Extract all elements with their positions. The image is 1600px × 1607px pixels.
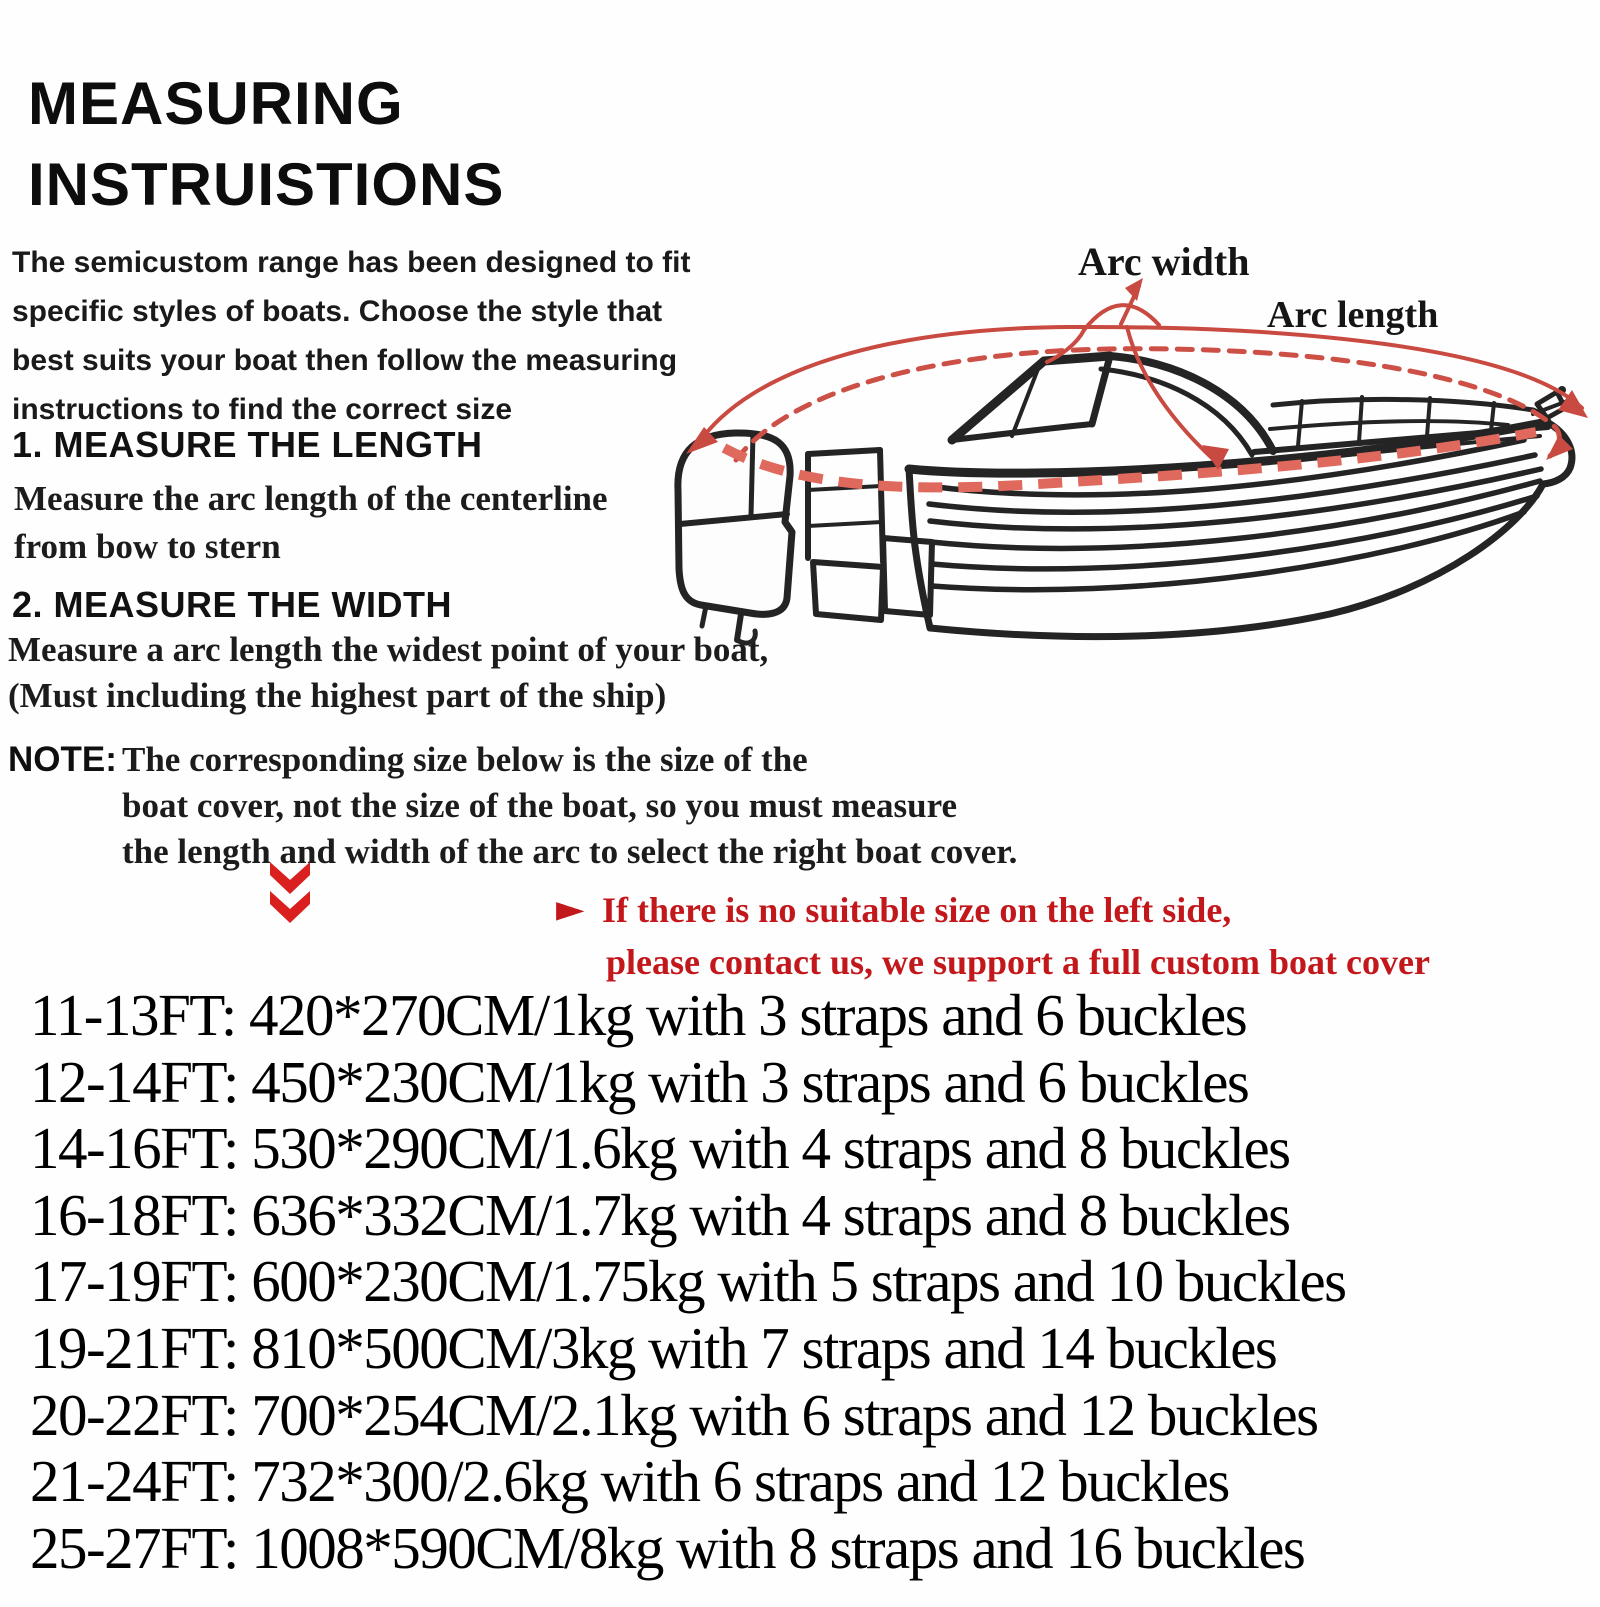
size-list	[30, 982, 1346, 1581]
size-row: 21-24FT: 732*300/2.6kg with 6 straps and 12 buckles	[30, 1448, 1229, 1515]
intro-line: instructions to find the correct size	[12, 393, 513, 426]
contact-line2: please contact us, we support a full custom boat cover	[606, 942, 1430, 982]
note-line2: boat cover, not the size of the boat, so you must measure	[122, 786, 958, 825]
note-line3: the length and width of the arc to select the right boat cover.	[122, 832, 1018, 871]
size-row: 20-22FT: 700*254CM/2.1kg with 6 straps and 12 buckles	[30, 1381, 1318, 1448]
step1-heading: 1. MEASURE THE LENGTH	[12, 424, 483, 465]
size-row: 11-13FT: 420*270CM/1kg with 3 straps and 6 buckles	[30, 982, 1247, 1048]
down-chevrons-icon	[268, 860, 312, 924]
intro-line: specific styles of boats. Choose the style that	[12, 295, 663, 328]
boat-illustration	[640, 228, 1600, 658]
step1-line2: from bow to stern	[14, 527, 281, 566]
size-row: 16-18FT: 636*332CM/1.7kg with 4 straps and 8 buckles	[30, 1181, 1290, 1248]
page-title-line1: MEASURING	[28, 70, 404, 137]
size-row: 19-21FT: 810*500CM/3kg with 7 straps and 14 buckles	[30, 1314, 1277, 1381]
contact-arrow-icon: ►	[556, 887, 585, 930]
arc-width-label: Arc width	[1078, 239, 1250, 284]
size-row: 14-16FT: 530*290CM/1.6kg with 4 straps and 8 buckles	[30, 1115, 1290, 1182]
boat-line-art	[640, 228, 1600, 658]
note-line1: The corresponding size below is the size of the	[122, 740, 808, 779]
size-row: 17-19FT: 600*230CM/1.75kg with 5 straps and 10 buckles	[30, 1248, 1346, 1315]
intro-line: The semicustom range has been designed to fit	[12, 246, 691, 279]
arc-length-label: Arc length	[1267, 294, 1439, 336]
size-row: 25-27FT: 1008*590CM/8kg with 8 straps and 16 buckles	[30, 1514, 1305, 1581]
step2-heading: 2. MEASURE THE WIDTH	[12, 584, 453, 625]
contact-line1: If there is no suitable size on the left side,	[602, 890, 1232, 930]
step2-line1: Measure a arc length the widest point of your boat,	[8, 630, 769, 669]
page-title-line2: INSTRUISTIONS	[28, 151, 505, 218]
note-label: NOTE:	[8, 740, 117, 779]
step1-line1: Measure the arc length of the centerline	[14, 479, 608, 518]
step2-line2: (Must including the highest part of the ship)	[8, 676, 667, 715]
intro-line: best suits your boat then follow the measuring	[12, 344, 678, 377]
intro-paragraph	[12, 238, 690, 434]
size-row: 12-14FT: 450*230CM/1kg with 3 straps and 6 buckles	[30, 1048, 1249, 1115]
